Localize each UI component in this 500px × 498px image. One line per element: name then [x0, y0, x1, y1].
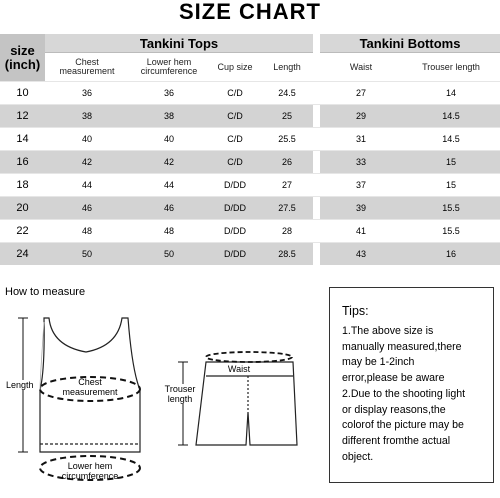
- hem-cell: 44: [129, 174, 209, 197]
- chest-cell: 40: [45, 128, 129, 151]
- size-cell: 24: [0, 243, 45, 266]
- table-row: [0, 174, 500, 197]
- size-cell: 12: [0, 105, 45, 128]
- size-chart-table: [0, 34, 500, 265]
- cup-cell: D/DD: [209, 243, 261, 266]
- trouser-cell: 15.5: [402, 220, 500, 243]
- size-column-header: size (inch): [0, 34, 45, 82]
- size-cell: 18: [0, 174, 45, 197]
- trouser-cell: 15: [402, 174, 500, 197]
- tips-line: manually measured,there: [342, 340, 462, 353]
- cup-cell: C/D: [209, 82, 261, 105]
- length-cell: 28: [261, 220, 313, 243]
- tips-title: Tips:: [342, 304, 369, 318]
- bottoms-header: Tankini Bottoms: [320, 34, 500, 53]
- size-cell: 16: [0, 151, 45, 174]
- trouser-cell: 15.5: [402, 197, 500, 220]
- trouser-cell: 16: [402, 243, 500, 266]
- measurement-diagram: [0, 300, 320, 493]
- table-row: [0, 220, 500, 243]
- hem-label: Lower hem circumference: [61, 461, 119, 481]
- table-row: [0, 128, 500, 151]
- length-cell: 24.5: [261, 82, 313, 105]
- chest-cell: 48: [45, 220, 129, 243]
- waist-cell: 27: [320, 82, 402, 105]
- chest-cell: 44: [45, 174, 129, 197]
- hem-cell: 42: [129, 151, 209, 174]
- chest-cell: 46: [45, 197, 129, 220]
- table-row: [0, 151, 500, 174]
- trouser-column-header: Trouser length: [402, 53, 500, 82]
- waist-label: Waist: [227, 364, 251, 374]
- tips-line: different fromthe actual: [342, 434, 451, 447]
- cup-cell: C/D: [209, 128, 261, 151]
- table-row: [0, 197, 500, 220]
- cup-cell: D/DD: [209, 174, 261, 197]
- chest-cell: 36: [45, 82, 129, 105]
- tips-line: object.: [342, 450, 374, 463]
- waist-cell: 41: [320, 220, 402, 243]
- hem-cell: 50: [129, 243, 209, 266]
- cup-cell: D/DD: [209, 197, 261, 220]
- size-cell: 14: [0, 128, 45, 151]
- hem-cell: 46: [129, 197, 209, 220]
- page-title: SIZE CHART: [179, 0, 321, 24]
- trouser-label: Trouser length: [162, 384, 198, 404]
- trouser-cell: 15: [402, 151, 500, 174]
- tips-line: error,please be aware: [342, 372, 445, 385]
- waist-column-header: Waist: [320, 53, 402, 82]
- chest-cell: 38: [45, 105, 129, 128]
- table-row: [0, 82, 500, 105]
- waist-cell: 37: [320, 174, 402, 197]
- trouser-cell: 14.5: [402, 105, 500, 128]
- tips-line: colorof the picture may be: [342, 419, 464, 432]
- length-cell: 28.5: [261, 243, 313, 266]
- length-label: Length: [6, 380, 34, 390]
- chest-cell: 50: [45, 243, 129, 266]
- length-cell: 25.5: [261, 128, 313, 151]
- hem-cell: 36: [129, 82, 209, 105]
- how-to-measure-label: How to measure: [5, 286, 86, 298]
- size-cell: 20: [0, 197, 45, 220]
- length-cell: 26: [261, 151, 313, 174]
- cup-cell: C/D: [209, 105, 261, 128]
- waist-cell: 39: [320, 197, 402, 220]
- chest-label: Chest measurement: [62, 377, 118, 397]
- hem-column-header: Lower hem circumference: [129, 53, 209, 82]
- hem-cell: 40: [129, 128, 209, 151]
- length-column-header: Length: [261, 53, 313, 82]
- tops-header: Tankini Tops: [45, 34, 313, 53]
- cup-cell: C/D: [209, 151, 261, 174]
- length-cell: 27: [261, 174, 313, 197]
- chest-column-header: Chest measurement: [45, 53, 129, 82]
- chest-cell: 42: [45, 151, 129, 174]
- cup-column-header: Cup size: [209, 53, 261, 82]
- trouser-cell: 14: [402, 82, 500, 105]
- tips-box: [329, 287, 494, 483]
- table-row: [0, 105, 500, 128]
- size-cell: 22: [0, 220, 45, 243]
- table-row: [0, 243, 500, 266]
- hem-cell: 48: [129, 220, 209, 243]
- waist-cell: 43: [320, 243, 402, 266]
- length-cell: 25: [261, 105, 313, 128]
- waist-cell: 29: [320, 105, 402, 128]
- garment-illustration: [0, 300, 320, 493]
- tips-line: or display reasons,the: [342, 403, 446, 416]
- tips-line: 1.The above size is: [342, 325, 434, 337]
- size-cell: 10: [0, 82, 45, 105]
- tankini-bottom-outline: [196, 362, 297, 445]
- hem-cell: 38: [129, 105, 209, 128]
- tips-line: 2.Due to the shooting light: [342, 387, 466, 400]
- trouser-cell: 14.5: [402, 128, 500, 151]
- tips-line: may be 1-2inch: [342, 356, 415, 369]
- waist-cell: 31: [320, 128, 402, 151]
- length-cell: 27.5: [261, 197, 313, 220]
- cup-cell: D/DD: [209, 220, 261, 243]
- waist-cell: 33: [320, 151, 402, 174]
